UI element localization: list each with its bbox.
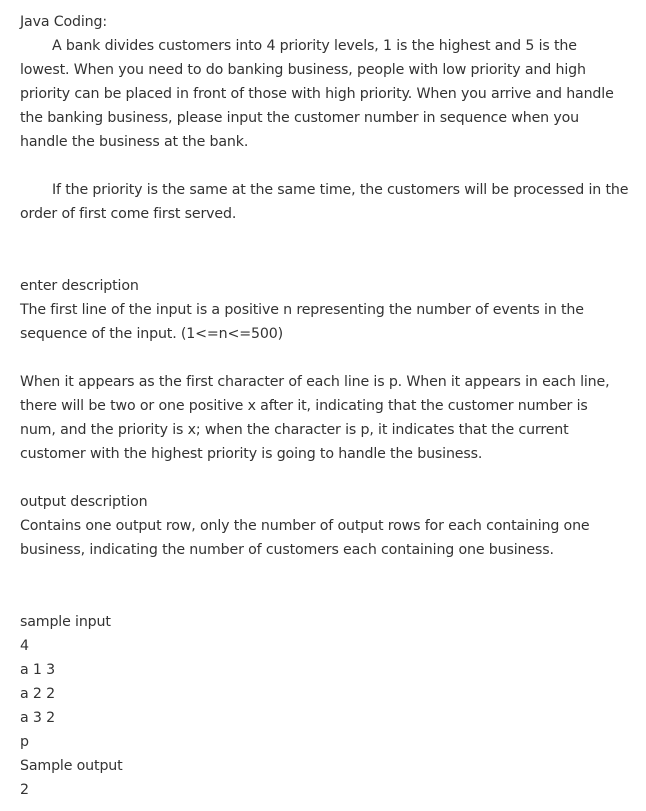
intro-line: priority can be placed in front of those with high priority. When you arrive and handle xyxy=(20,86,614,102)
document-title: Java Coding: xyxy=(20,14,107,30)
intro-line: lowest. When you need to do banking business, people with low priority and high xyxy=(20,62,586,78)
sample-input-heading: sample input xyxy=(20,614,111,630)
tie-rule-line: order of first come first served. xyxy=(20,206,237,222)
sample-input-line: a 1 3 xyxy=(20,662,56,678)
sample-input-line: a 2 2 xyxy=(20,686,56,702)
output-description-line: business, indicating the number of customers each containing one business. xyxy=(20,542,554,558)
enter-description-line: sequence of the input. (1<=n<=500) xyxy=(20,326,283,342)
spacer xyxy=(20,250,632,274)
sample-input-line: 4 xyxy=(20,638,29,654)
output-description-section xyxy=(20,490,632,562)
problem-statement xyxy=(20,10,632,802)
enter-description-heading: enter description xyxy=(20,278,139,294)
spacer xyxy=(20,562,632,586)
enter-description-line: there will be two or one positive x after it, indicating that the customer number is xyxy=(20,398,588,414)
sample-input-line: p xyxy=(20,734,29,750)
spacer xyxy=(20,466,632,490)
spacer xyxy=(20,226,632,250)
sample-output-section xyxy=(20,754,632,802)
spacer xyxy=(20,154,632,178)
sample-input-section xyxy=(20,610,632,754)
output-description-heading: output description xyxy=(20,494,148,510)
intro-line: A bank divides customers into 4 priority levels, 1 is the highest and 5 is the xyxy=(52,38,577,54)
sample-output-line: 2 xyxy=(20,782,29,798)
sample-output-heading: Sample output xyxy=(20,758,123,774)
enter-description-line: num, and the priority is x; when the character is p, it indicates that the current xyxy=(20,422,569,438)
enter-description-line: customer with the highest priority is going to handle the business. xyxy=(20,446,483,462)
intro-line: the banking business, please input the customer number in sequence when you xyxy=(20,110,579,126)
tie-rule-paragraph xyxy=(20,178,632,226)
output-description-line: Contains one output row, only the number of output rows for each containing one xyxy=(20,518,590,534)
spacer xyxy=(20,586,632,610)
spacer xyxy=(20,346,632,370)
tie-rule-line: If the priority is the same at the same time, the customers will be processed in the xyxy=(52,182,629,198)
enter-description-line: The first line of the input is a positive n representing the number of events in the xyxy=(20,302,584,318)
enter-description-line: When it appears as the first character of each line is p. When it appears in each line, xyxy=(20,374,610,390)
sample-input-line: a 3 2 xyxy=(20,710,56,726)
intro-line: handle the business at the bank. xyxy=(20,134,249,150)
intro-paragraph xyxy=(20,34,632,154)
enter-description-section xyxy=(20,274,632,466)
